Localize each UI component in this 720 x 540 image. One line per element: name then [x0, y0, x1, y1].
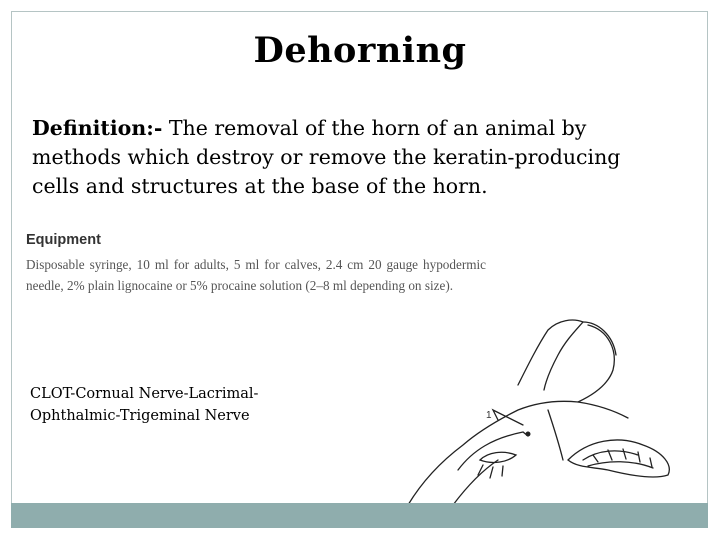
nerve-caption	[30, 383, 310, 427]
figure-label: 1	[486, 410, 492, 421]
definition-text: The removal of the horn of an animal by methods which destroy or remove the keratin-producing cells and structures at the base of the horn.	[32, 116, 621, 198]
caption-line-2: Ophthalmic-Trigeminal Nerve	[30, 408, 250, 424]
horn-outline	[518, 320, 583, 390]
caption-line-1: CLOT-Cornual Nerve-Lacrimal-	[30, 386, 259, 402]
equipment-text: Disposable syringe, 10 ml for adults, 5 ml for calves, 2.4 cm 20 gauge hypodermic needle, 2% plain lignocaine or 5% procaine solution (2–8 ml depending on size).	[26, 257, 486, 293]
slide-title: Dehorning	[253, 30, 467, 71]
footer-bar	[11, 503, 708, 528]
eye	[480, 452, 516, 462]
ear-outline	[568, 440, 669, 477]
head-outline	[408, 401, 628, 505]
horn-nerve-diagram	[398, 310, 708, 505]
definition-paragraph	[32, 114, 652, 201]
equipment-excerpt	[22, 232, 492, 296]
equipment-heading: Equipment	[26, 232, 101, 248]
definition-term: Definition:-	[32, 116, 163, 140]
